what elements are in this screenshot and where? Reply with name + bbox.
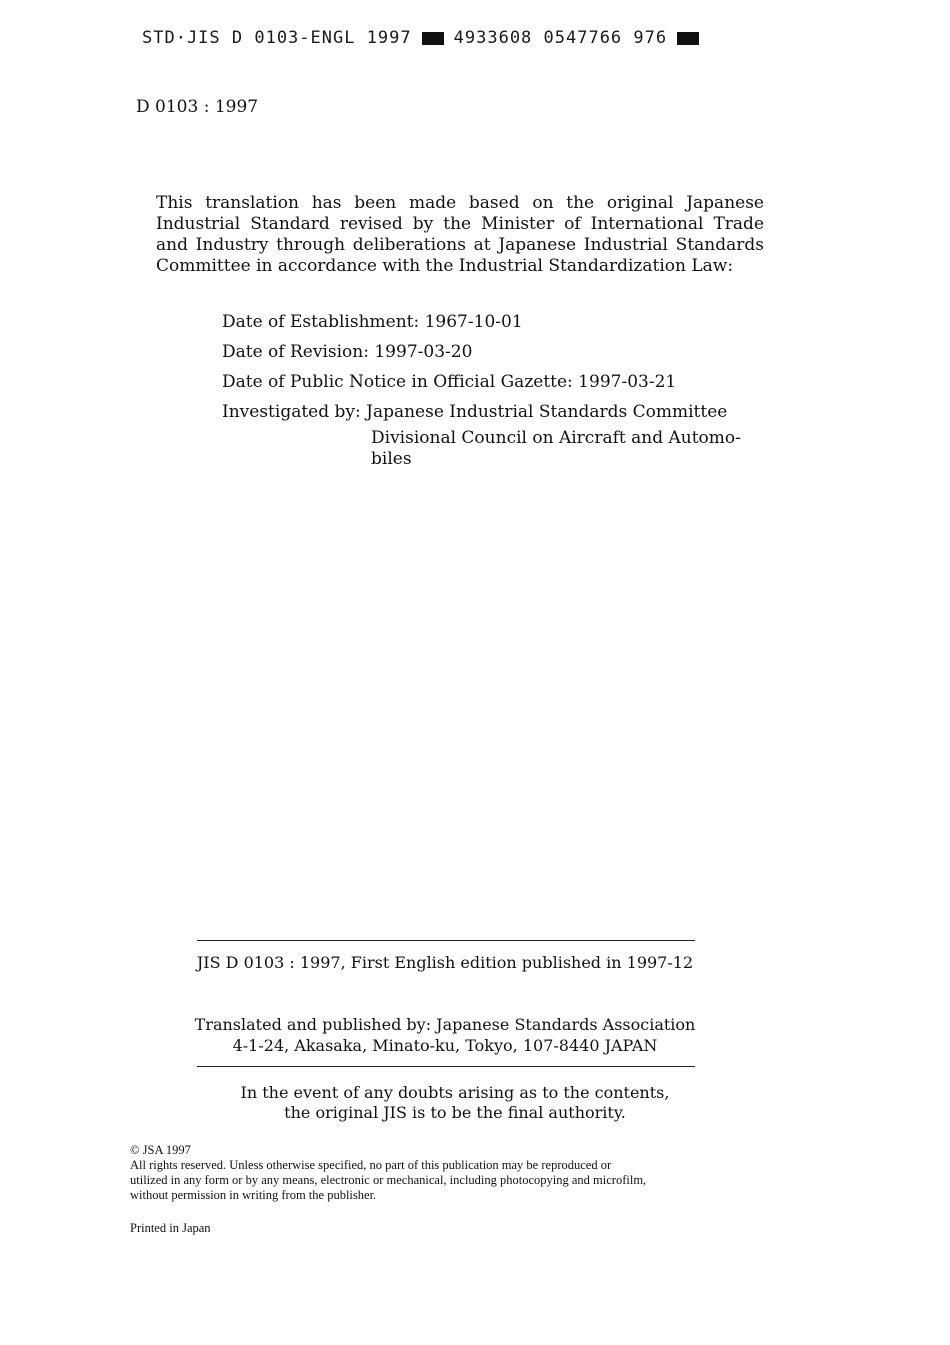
header-serial: 4933608 0547766 976 [453, 28, 668, 48]
publisher-address: 4-1-24, Akasaka, Minato-ku, Tokyo, 107-8440 JAPAN [232, 1036, 658, 1055]
date-revision: Date of Revision: 1997-03-20 [222, 342, 473, 362]
edition-line: JIS D 0103 : 1997, First English edition published in 1997-12 [196, 953, 694, 972]
intro-paragraph: This translation has been made based on the original Japanese Industrial Standard revised by the Minister of International Trade and Industry through deliberations at Japanese Industrial Standards Committee in accordance with the Industrial Standardization Law: [156, 193, 764, 276]
copyright-mark: © JSA 1997 [130, 1143, 191, 1157]
date-establishment: Date of Establishment: 1967-10-01 [222, 312, 523, 332]
rights-line-3: without permission in writing from the publisher. [130, 1188, 377, 1202]
council-line-1: Divisional Council on Aircraft and Automo- [371, 428, 741, 448]
scan-header [142, 28, 709, 48]
copyright-block [130, 1143, 646, 1203]
dates-block [222, 307, 741, 469]
divider-bottom [197, 1066, 695, 1067]
publisher-block [0, 1014, 890, 1056]
rights-line-1: All rights reserved. Unless otherwise specified, no part of this publication may be reproduced or [130, 1158, 612, 1172]
barcode-block-2 [677, 32, 699, 45]
document-id: D 0103 : 1997 [136, 97, 259, 117]
authority-line-1: In the event of any doubts arising as to the contents, [240, 1083, 670, 1102]
council-name [371, 428, 741, 470]
authority-line-2: the original JIS is to be the final authority. [284, 1103, 626, 1122]
printed-in: Printed in Japan [130, 1221, 211, 1235]
date-public-notice: Date of Public Notice in Official Gazette: 1997-03-21 [222, 372, 677, 392]
barcode-block-1 [422, 32, 444, 45]
header-code: STD·JIS D 0103-ENGL 1997 [142, 28, 412, 48]
rights-line-2: utilized in any form or by any means, electronic or mechanical, including photocopying and microfilm, [130, 1173, 647, 1187]
investigated-by: Investigated by: Japanese Industrial Standards Committee [222, 402, 728, 422]
publisher-line-1: Translated and published by: Japanese Standards Association [194, 1015, 696, 1034]
authority-note [0, 1083, 910, 1123]
council-line-2: biles [371, 449, 412, 469]
divider-top [197, 940, 695, 941]
